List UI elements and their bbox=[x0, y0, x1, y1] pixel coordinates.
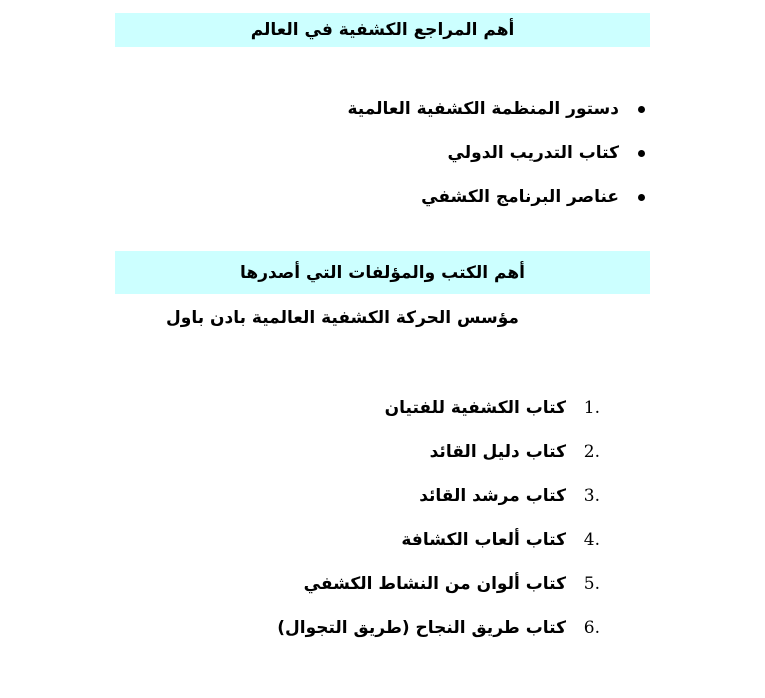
list-item bbox=[348, 182, 646, 226]
bullet-icon bbox=[638, 150, 645, 157]
list-item bbox=[348, 94, 646, 138]
list-item bbox=[277, 474, 600, 518]
books-numbered-list bbox=[277, 386, 600, 650]
list-item-text: دستور المنظمة الكشفية العالمية bbox=[347, 99, 619, 119]
bullet-icon bbox=[638, 106, 645, 113]
references-bullet-list bbox=[348, 94, 646, 226]
list-number: 5. bbox=[583, 574, 600, 594]
section-heading-references bbox=[115, 13, 650, 47]
list-item bbox=[277, 562, 600, 606]
list-item bbox=[277, 606, 600, 650]
list-item-text: كتاب مرشد القائد bbox=[419, 486, 566, 506]
list-item bbox=[348, 138, 646, 182]
list-item-text: كتاب ألوان من النشاط الكشفي bbox=[303, 574, 566, 594]
list-item-text: كتاب ألعاب الكشافة bbox=[401, 530, 566, 550]
list-item-text: كتاب التدريب الدولي bbox=[447, 143, 619, 163]
bullet-icon bbox=[638, 194, 645, 201]
list-item bbox=[277, 386, 600, 430]
list-item-text: عناصر البرنامج الكشفي bbox=[421, 187, 619, 207]
section-heading-references-text: أهم المراجع الكشفية في العالم bbox=[250, 20, 515, 40]
list-item bbox=[277, 518, 600, 562]
list-item-text: كتاب الكشفية للفتيان bbox=[384, 398, 566, 418]
list-item-text: كتاب طريق النجاح (طريق التجوال) bbox=[277, 618, 566, 638]
list-number: 4. bbox=[583, 530, 600, 550]
list-number: 2. bbox=[583, 442, 600, 462]
list-number: 3. bbox=[583, 486, 600, 506]
books-subtitle: مؤسس الحركة الكشفية العالمية بادن باول bbox=[166, 308, 519, 328]
list-item-text: كتاب دليل القائد bbox=[429, 442, 566, 462]
section-heading-books-text: أهم الكتب والمؤلفات التي أصدرها bbox=[240, 262, 525, 283]
list-number: 1. bbox=[583, 398, 600, 418]
section-heading-books bbox=[115, 251, 650, 294]
list-item bbox=[277, 430, 600, 474]
list-number: 6. bbox=[583, 618, 600, 638]
